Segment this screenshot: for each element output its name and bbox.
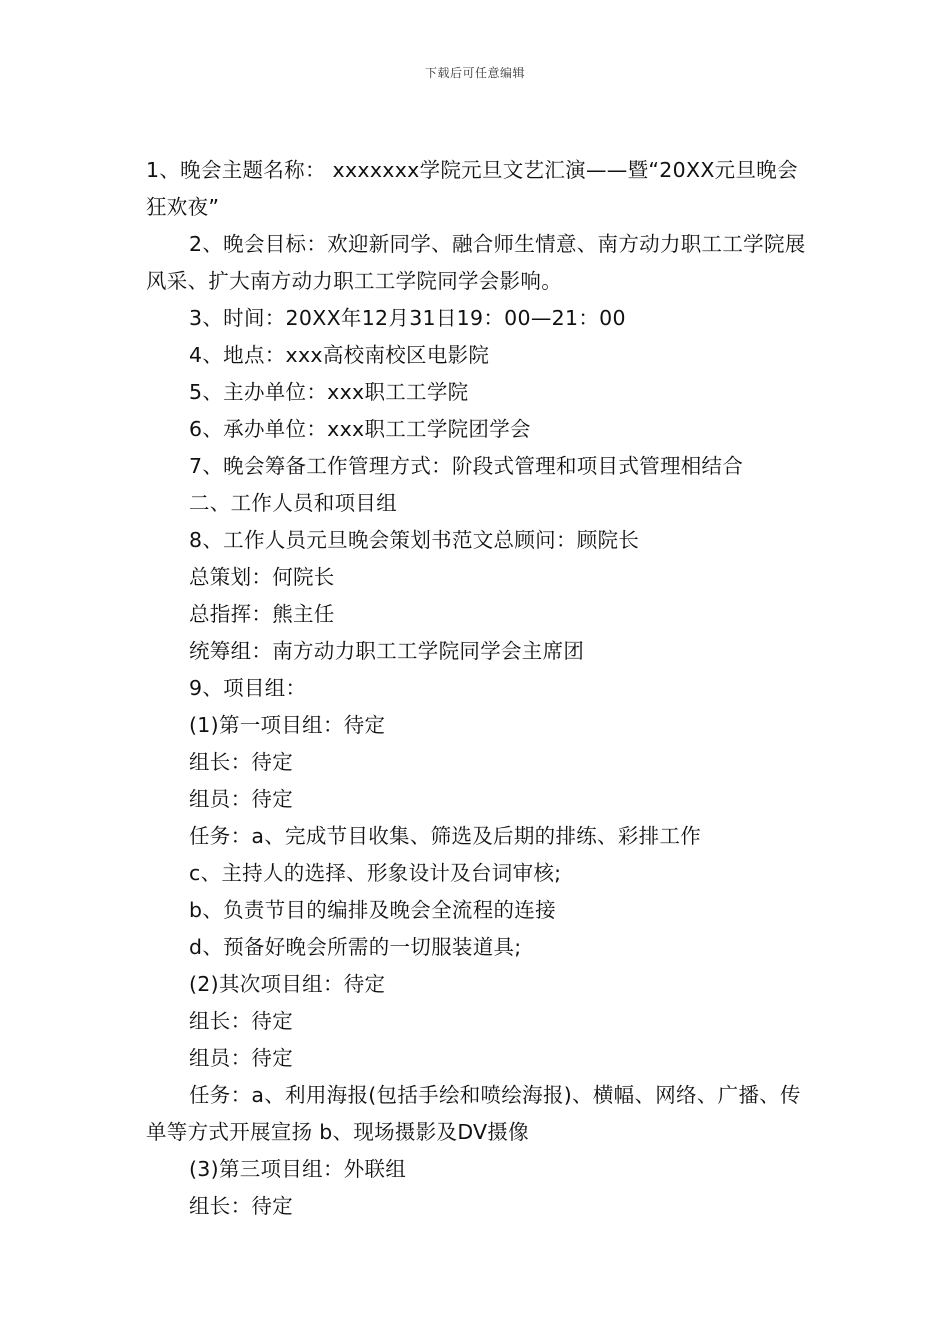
paragraph: d、预备好晚会所需的一切服装道具;: [189, 935, 522, 959]
paragraph: 总策划：何院长: [189, 565, 335, 589]
paragraph: 3、时间：20XX年12月31日19：00—21：00: [189, 306, 626, 330]
paragraph: 5、主办单位：xxx职工工学院: [189, 380, 469, 404]
paragraph: 8、工作人员元旦晚会策划书范文总顾问：顾院长: [189, 528, 640, 552]
paragraph: 1、晚会主题名称： xxxxxxx学院元旦文艺汇演——暨“20XX元旦晚会狂欢夜”: [146, 158, 798, 219]
paragraph: 2、晚会目标：欢迎新同学、融合师生情意、南方动力职工工学院展风采、扩大南方动力职工工学院同学会影响。: [146, 232, 806, 293]
header-note: 下载后可任意编辑: [424, 66, 525, 80]
paragraph: 统筹组：南方动力职工工学院同学会主席团: [189, 639, 585, 663]
paragraph: c、主持人的选择、形象设计及台词审核;: [189, 861, 562, 885]
paragraph: 组员：待定: [189, 1046, 293, 1070]
paragraph: 9、项目组：: [189, 676, 307, 700]
paragraph: (3)第三项目组：外联组: [189, 1157, 407, 1181]
document-body: [146, 152, 814, 1225]
paragraph: 总指挥：熊主任: [189, 602, 335, 626]
paragraph: 6、承办单位：xxx职工工学院团学会: [189, 417, 531, 441]
paragraph: 任务：a、利用海报(包括手绘和喷绘海报)、横幅、网络、广播、传单等方式开展宣扬 b、现场摄影及DV摄像: [146, 1083, 801, 1144]
paragraph: 4、地点：xxx高校南校区电影院: [189, 343, 490, 367]
paragraph: 组长：待定: [189, 1009, 293, 1033]
paragraph: 组长：待定: [189, 1194, 293, 1218]
paragraph: b、负责节目的编排及晚会全流程的连接: [189, 898, 556, 922]
paragraph: (1)第一项目组：待定: [189, 713, 386, 737]
paragraph: (2)其次项目组：待定: [189, 972, 386, 996]
paragraph: 任务：a、完成节目收集、筛选及后期的排练、彩排工作: [189, 824, 702, 848]
paragraph: 7、晚会筹备工作管理方式：阶段式管理和项目式管理相结合: [189, 454, 744, 478]
paragraph: 组长：待定: [189, 750, 293, 774]
section-heading: 二、工作人员和项目组: [189, 491, 397, 515]
paragraph: 组员：待定: [189, 787, 293, 811]
